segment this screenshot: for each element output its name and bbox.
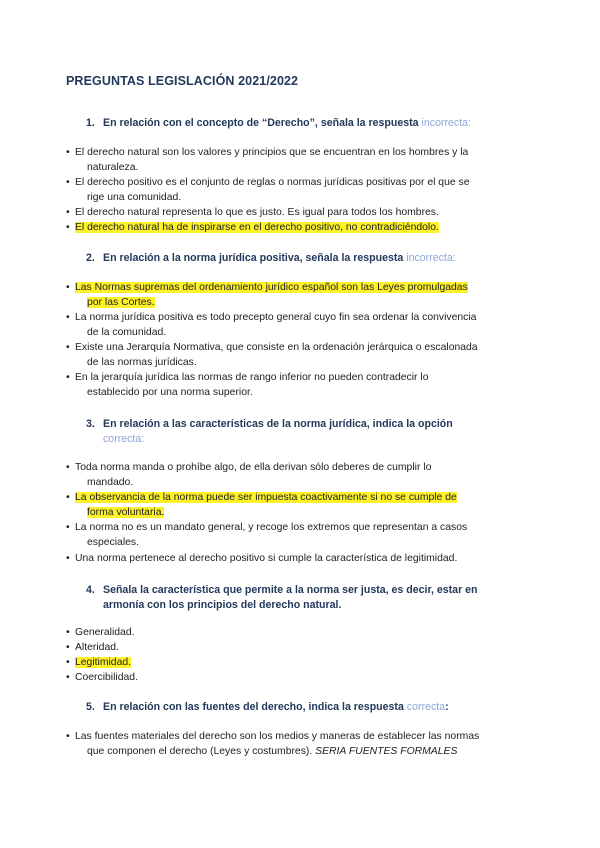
question-number: 4.: [86, 584, 95, 596]
option-text-highlighted: El derecho natural ha de inspirarse en el derecho positivo, no contradiciéndolo.: [75, 222, 439, 233]
option-4-2: [66, 641, 506, 656]
option-text: Una norma pertenece al derecho positivo si cumple la característica de legitimidad.: [75, 553, 458, 564]
bullet: •: [66, 657, 70, 668]
handwritten-note: SERIA FUENTES FORMALES: [315, 745, 458, 757]
option-3-3: [66, 521, 506, 550]
question-text-continued: armonía con los principios del derecho natural.: [103, 599, 342, 611]
bullet: •: [66, 522, 70, 533]
option-2-1: [66, 281, 506, 310]
question-text-tail: :: [445, 701, 449, 713]
bullet: •: [66, 731, 70, 742]
option-text-highlighted: La observancia de la norma puede ser impuesta coactivamente si no se cumple de: [75, 492, 457, 503]
option-text-continued-highlighted: forma voluntaria.: [87, 506, 165, 518]
option-text: La norma jurídica positiva es todo precepto general cuyo fin sea ordenar la convivencia: [75, 312, 477, 323]
document-title: PREGUNTAS LEGISLACIÓN 2021/2022: [66, 74, 299, 88]
bullet: •: [66, 672, 70, 683]
option-3-1: [66, 461, 506, 490]
question-text: En relación con las fuentes del derecho, indica la respuesta: [103, 701, 404, 713]
question-text: En relación con el concepto de “Derecho”, señala la respuesta: [103, 117, 419, 129]
question-2: [86, 251, 486, 266]
question-number: 1.: [86, 117, 95, 129]
option-text-continued: especiales.: [87, 536, 139, 548]
question-4: [86, 583, 486, 613]
question-keyword: incorrecta:: [421, 117, 471, 129]
question-number: 3.: [86, 418, 95, 430]
option-text-continued-highlighted: por las Cortes.: [87, 296, 155, 308]
option-5-1: [66, 730, 506, 759]
bullet: •: [66, 207, 70, 218]
option-text: En la jerarquía jurídica las normas de rango inferior no pueden contradecir lo: [75, 372, 429, 383]
option-1-3: [66, 206, 506, 221]
bullet: •: [66, 627, 70, 638]
option-2-2: [66, 311, 506, 340]
option-1-1: [66, 146, 506, 175]
option-4-3: [66, 656, 506, 671]
question-5: [86, 700, 486, 715]
bullet: •: [66, 222, 70, 233]
question-keyword: correcta: [406, 701, 446, 713]
option-3-2: [66, 491, 506, 520]
question-number: 2.: [86, 252, 95, 264]
option-text: Generalidad.: [75, 627, 135, 638]
bullet: •: [66, 312, 70, 323]
option-text-continued: de las normas jurídicas.: [87, 356, 197, 368]
option-text: Toda norma manda o prohíbe algo, de ella derivan sólo deberes de cumplir lo: [75, 462, 432, 473]
question-keyword: correcta:: [103, 433, 145, 445]
option-text: Existe una Jerarquía Normativa, que consiste en la ordenación jerárquica o escalonada: [75, 342, 478, 353]
bullet: •: [66, 642, 70, 653]
option-text-continued: rige una comunidad.: [87, 191, 182, 203]
option-text: Las fuentes materiales del derecho son los medios y maneras de establecer las normas: [75, 731, 480, 742]
question-1: [86, 116, 486, 131]
bullet: •: [66, 462, 70, 473]
option-text-continued: que componen el derecho (Leyes y costumbres).: [87, 745, 313, 757]
question-number: 5.: [86, 701, 95, 713]
option-4-4: [66, 671, 506, 686]
option-4-1: [66, 626, 506, 641]
option-2-3: [66, 341, 506, 370]
option-text-continued: de la comunidad.: [87, 326, 167, 338]
option-text-highlighted: Legitimidad.: [75, 657, 132, 668]
option-2-4: [66, 371, 506, 400]
question-text: En relación a las características de la norma jurídica, indica la opción: [103, 418, 453, 430]
bullet: •: [66, 147, 70, 158]
option-text-highlighted: Las Normas supremas del ordenamiento jurídico español son las Leyes promulgadas: [75, 282, 468, 293]
question-3: [86, 417, 486, 447]
question-text: En relación a la norma jurídica positiva, señala la respuesta: [103, 252, 404, 264]
option-text: Coercibilidad.: [75, 672, 138, 683]
option-text: El derecho natural son los valores y principios que se encuentran en los hombres y la: [75, 147, 469, 158]
bullet: •: [66, 492, 70, 503]
bullet: •: [66, 282, 70, 293]
bullet: •: [66, 177, 70, 188]
question-keyword: incorrecta:: [406, 252, 456, 264]
option-text-continued: naturaleza.: [87, 161, 139, 173]
option-1-4: [66, 221, 506, 236]
option-text: El derecho positivo es el conjunto de reglas o normas jurídicas positivas por el que se: [75, 177, 470, 188]
option-text-continued: establecido por una norma superior.: [87, 386, 253, 398]
option-3-4: [66, 552, 506, 567]
option-text: El derecho natural representa lo que es justo. Es igual para todos los hombres.: [75, 207, 439, 218]
bullet: •: [66, 342, 70, 353]
option-1-2: [66, 176, 506, 205]
bullet: •: [66, 553, 70, 564]
option-text-continued: mandado.: [87, 476, 134, 488]
question-text: Señala la característica que permite a la norma ser justa, es decir, estar en: [103, 584, 478, 596]
bullet: •: [66, 372, 70, 383]
option-text: La norma no es un mandato general, y recoge los extremos que representan a casos: [75, 522, 468, 533]
option-text: Alteridad.: [75, 642, 119, 653]
